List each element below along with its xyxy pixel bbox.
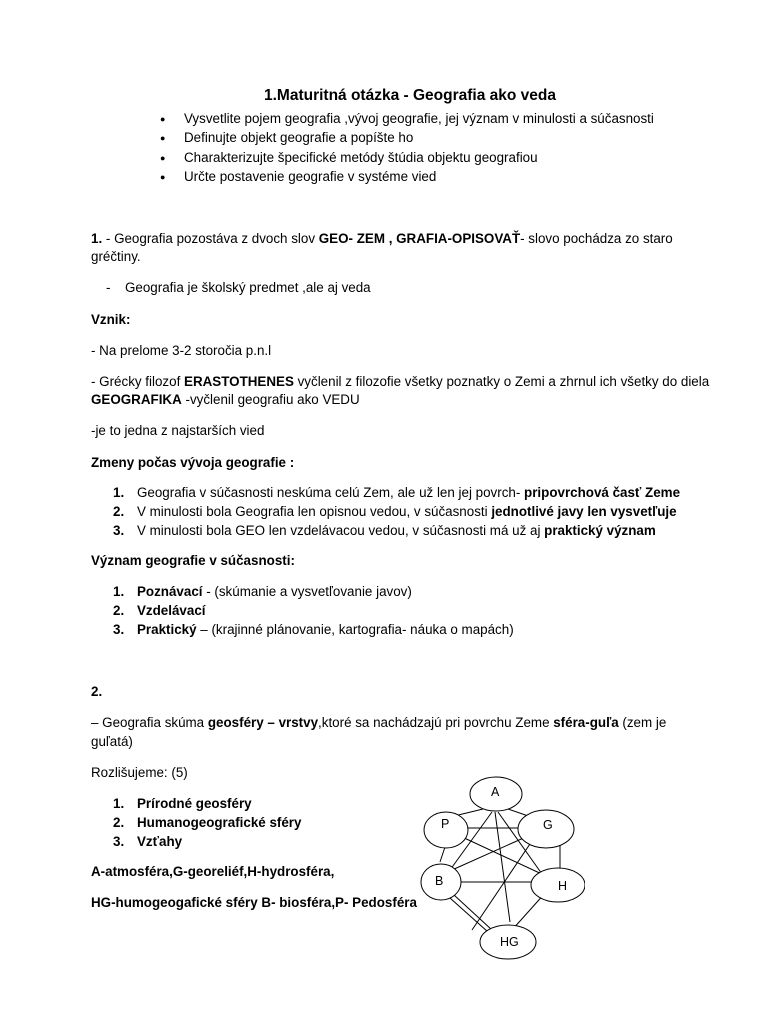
diagram-edge bbox=[454, 895, 492, 930]
erastothenes-line: - Grécky filozof ERASTOTHENES vyčlenil z filozofie všetky poznatky o Zemi a zhrnul ich všetky do diela bbox=[91, 374, 710, 389]
vznik-line: - Na prelome 3-2 storočia p.n.l bbox=[91, 343, 272, 358]
section-2-paragraph-cont: guľatá) bbox=[91, 734, 133, 749]
dash-marker: - bbox=[106, 280, 111, 295]
section-2-number: 2. bbox=[91, 684, 103, 699]
heading-vyznam: Význam geografie v súčasnosti: bbox=[91, 553, 295, 568]
diagram-label: G bbox=[543, 818, 553, 832]
geosphere-diagram bbox=[410, 772, 585, 967]
section-1-paragraph: 1. - Geografia pozostáva z dvoch slov GEO- ZEM , GRAFIA-OPISOVAŤ- slovo pochádza zo staro bbox=[91, 231, 673, 246]
page-title: 1.Maturitná otázka - Geografia ako veda bbox=[263, 87, 556, 104]
diagram-label: P bbox=[441, 817, 450, 831]
legend-line-2: HG-humogeogafické sféry B- biosféra,P- Pedosféra bbox=[91, 895, 417, 910]
section-2-paragraph: – Geografia skúma geosféry – vrstvy,ktoré sa nachádzajú pri povrchu Zeme sféra-guľa (zem je bbox=[91, 715, 667, 730]
heading-vznik: Vznik: bbox=[91, 312, 131, 327]
erastothenes-line-cont: GEOGRAFIKA -vyčlenil geografiu ako VEDU bbox=[91, 392, 360, 407]
heading-zmeny: Zmeny počas vývoja geografie : bbox=[91, 455, 295, 470]
diagram-label: B bbox=[435, 874, 444, 888]
oldest-science-line: -je to jedna z najstarších vied bbox=[91, 423, 265, 438]
section-1-paragraph-cont: gréčtiny. bbox=[91, 249, 141, 264]
diagram-label: HG bbox=[500, 935, 519, 949]
dash-item: Geografia je školský predmet ,ale aj veda bbox=[125, 280, 371, 295]
legend-line-1: A-atmosféra,G-georeliéf,H-hydrosféra, bbox=[91, 864, 335, 879]
diagram-label: H bbox=[558, 879, 568, 893]
rozlisujeme-line: Rozlišujeme: (5) bbox=[91, 765, 188, 780]
document-page: 1.Maturitná otázka - Geografia ako veda Vysvetlite pojem geografia ,vývoj geografie, jej význam v minulosti a súčasnosti Definujte objekt geografie a popíšte ho Charakterizujte špecifické metódy štúdia objektu geografiou Určte postavenie geografie v systéme vied 1. - Geografia pozostáva z dvoch slov GEO- ZEM , GRAFIA-OPISOVAŤ- slovo pochádza zo staro gréčtiny. - Geografia je školský predmet ,ale aj veda Vznik: - Na prelome 3-2 storočia p.n.l - Grécky filozof ERASTOTHENES vyčlenil z filozofie všetky poznatky o Zemi a zhrnul ich všetky do diela GEOGRAFIKA -vyčlenil geografiu ako VEDU -je to jedna z najstarších vied Zmeny počas vývoja geografie : 1. Geografia v súčasnosti neskúma celú Zem, ale už len jej povrch- pripovrchová časť Zeme 2. V minulosti bola Geografia len opisnou vedou, v súčasnosti jednotlivé javy len vysvetľuje 3. V minulosti bola GEO len vzdelávacou vedou, v súčasnosti má už aj praktický význam Význam geografie v súčasnosti: 1. Poznávací - (skúmanie a vysvetľovanie javov) 2. Vzdelávací 3. Praktický – (krajinné plánovanie, kartografia- náuka o mapách) 2. – Geografia skúma geosféry – vrstvy,ktoré sa nachádzajú pri povrchu Zeme sféra-guľa (zem je guľatá) Rozlišujeme: (5) 1. Prírodné geosféry 2. Humanogeografické sféry 3. Vzťahy A-atmosféra,G-georeliéf,H-hydrosféra, HG-humogeogafické sféry B- biosféra,P- Pedosféra A P G B H HG bbox=[0, 0, 768, 1024]
diagram-label: A bbox=[491, 785, 500, 799]
